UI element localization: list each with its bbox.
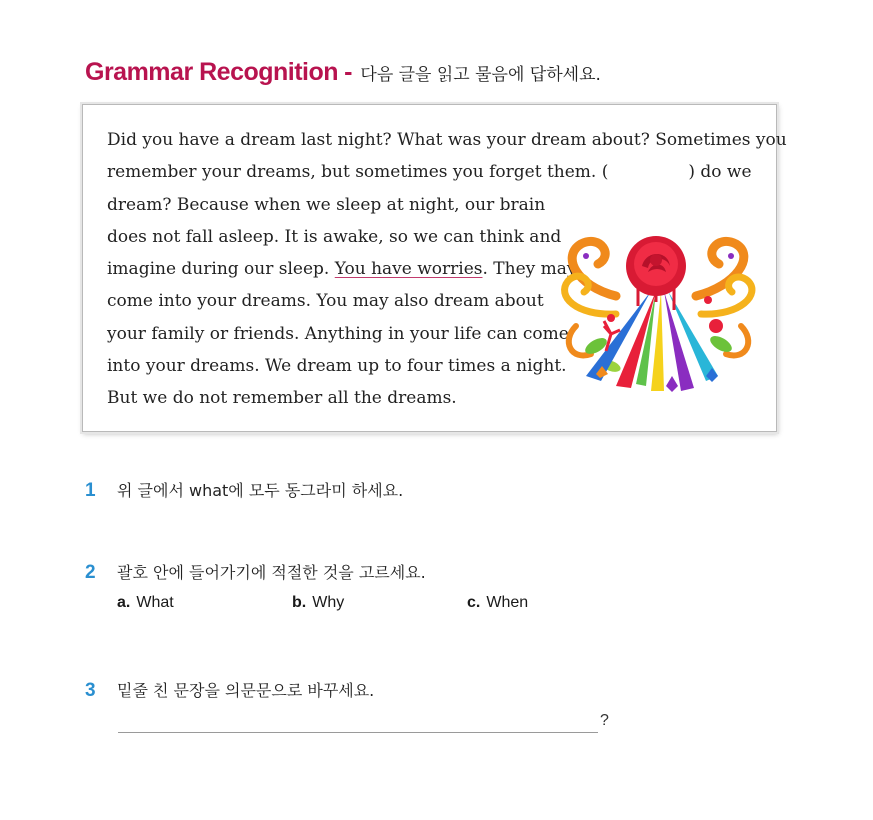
passage-text: dream? Because when we sleep at night, our brain bbox=[107, 194, 546, 215]
answer-line[interactable] bbox=[118, 732, 598, 733]
passage-text: Did you have a dream last night? What was your dream about? Sometimes you bbox=[107, 130, 787, 150]
title-dash: - bbox=[344, 58, 353, 86]
section-title: Grammar Recognition bbox=[85, 58, 339, 86]
choice-letter: b. bbox=[292, 594, 307, 611]
choice-text: Why bbox=[312, 594, 345, 611]
choice-a[interactable] bbox=[117, 594, 174, 612]
answer-choices bbox=[117, 594, 677, 616]
section-header bbox=[85, 58, 601, 87]
passage-text: remember your dreams, but sometimes you forget them. ( bbox=[107, 162, 609, 183]
choice-text: When bbox=[486, 594, 529, 611]
question-number: 1 bbox=[85, 480, 96, 501]
choice-text: What bbox=[136, 594, 174, 611]
choice-letter: c. bbox=[467, 594, 481, 611]
passage-line bbox=[107, 124, 787, 156]
choice-b[interactable] bbox=[292, 594, 344, 612]
question-text: 괄호 안에 들어가기에 적절한 것을 고르세요. bbox=[117, 563, 426, 582]
passage-text: ) do we bbox=[688, 162, 752, 183]
underlined-sentence: You have worries bbox=[334, 259, 483, 280]
passage-text: But we do not remember all the dreams. bbox=[107, 388, 457, 409]
rose-fantasy-illustration bbox=[556, 226, 761, 394]
question-text: 밑줄 친 문장을 의문문으로 바꾸세요. bbox=[117, 681, 375, 700]
choice-letter: a. bbox=[117, 594, 131, 611]
passage-text: into your dreams. We dream up to four times a night. bbox=[107, 356, 567, 377]
question-text: 위 글에서 what에 모두 동그라미 하세요. bbox=[117, 481, 404, 500]
passage-text: come into your dreams. You may also dream about bbox=[107, 291, 544, 312]
passage-text: your family or friends. Anything in your life can come bbox=[107, 323, 569, 344]
passage-line bbox=[107, 156, 757, 188]
question-number: 2 bbox=[85, 562, 96, 583]
question-number: 3 bbox=[85, 680, 96, 701]
passage-line bbox=[107, 189, 757, 221]
passage-text: imagine during our sleep. bbox=[107, 259, 335, 280]
question-3 bbox=[85, 678, 374, 702]
question-2 bbox=[85, 560, 426, 584]
passage-text: does not fall asleep. It is awake, so we can think and bbox=[107, 226, 562, 247]
choice-c[interactable] bbox=[467, 594, 528, 612]
passage-text: . They may bbox=[482, 259, 577, 280]
section-instruction: 다음 글을 읽고 물음에 답하세요. bbox=[360, 65, 601, 85]
answer-question-mark: ? bbox=[600, 712, 609, 729]
question-1 bbox=[85, 478, 403, 502]
